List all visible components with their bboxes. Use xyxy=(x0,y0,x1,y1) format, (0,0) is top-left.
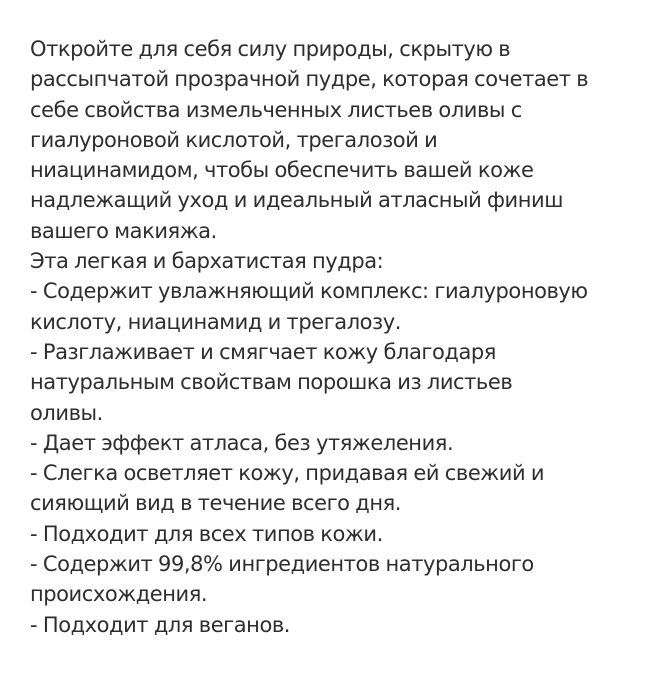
benefit-line: - Содержит 99,8% ингредиентов натурального xyxy=(30,552,534,577)
benefit-line: - Дает эффект атласа, без утяжеления. xyxy=(30,430,454,455)
benefit-line: натуральным свойствам порошка из листьев xyxy=(30,370,513,395)
benefit-line: - Слегка осветляет кожу, придавая ей свежий и xyxy=(30,461,545,486)
lead-text xyxy=(30,246,640,276)
intro-line: рассыпчатой прозрачной пудре, которая сочетает в xyxy=(30,67,589,92)
intro-line: надлежащий уход и идеальный атласный финиш xyxy=(30,188,563,213)
benefit-line: оливы. xyxy=(30,400,103,425)
benefit-item xyxy=(30,519,640,549)
benefit-line: кислоту, ниацинамид и трегалозу. xyxy=(30,309,401,334)
benefit-list xyxy=(30,276,640,640)
benefit-item xyxy=(30,276,640,337)
benefit-item xyxy=(30,458,640,519)
intro-line: Откройте для себя силу природы, скрытую в xyxy=(30,37,511,61)
benefit-line: - Подходит для всех типов кожи. xyxy=(30,521,383,546)
benefit-line: происхождения. xyxy=(30,582,208,607)
benefit-item xyxy=(30,337,640,428)
intro-paragraph xyxy=(30,34,640,246)
benefit-item xyxy=(30,610,640,640)
benefit-item xyxy=(30,549,640,610)
benefit-line: - Подходит для веганов. xyxy=(30,612,290,637)
benefit-line: - Содержит увлажняющий комплекс: гиалуроновую xyxy=(30,279,588,304)
lead-line: Эта легкая и бархатистая пудра: xyxy=(30,249,384,274)
benefit-line: сияющий вид в течение всего дня. xyxy=(30,491,402,516)
intro-line: ниацинамидом, чтобы обеспечить вашей коже xyxy=(30,158,534,183)
benefit-item xyxy=(30,428,640,458)
benefit-line: - Разглаживает и смягчает кожу благодаря xyxy=(30,339,496,364)
intro-line: гиалуроновой кислотой, трегалозой и xyxy=(30,127,438,152)
intro-line: вашего макияжа. xyxy=(30,218,217,243)
product-description xyxy=(30,34,640,640)
intro-line: себе свойства измельченных листьев оливы с xyxy=(30,97,522,122)
